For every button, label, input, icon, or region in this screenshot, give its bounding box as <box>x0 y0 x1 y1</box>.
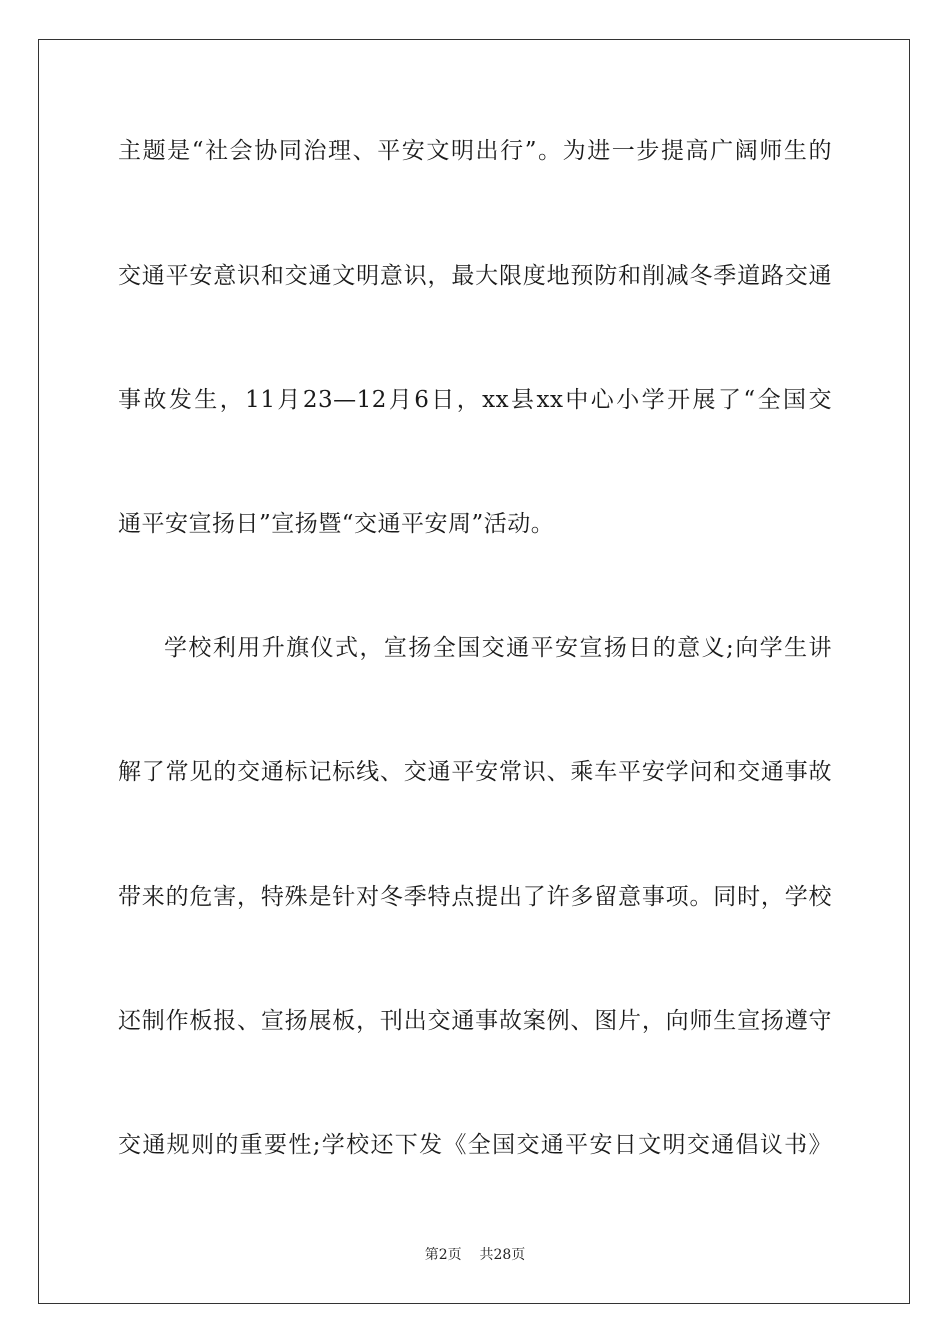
page-border <box>38 39 910 1304</box>
body-text-line: 解了常见的交通标记标线、交通平安常识、乘车平安学问和交通事故 <box>118 759 832 785</box>
page-total: 共28页 <box>479 1247 526 1263</box>
body-text-line: 主题是“社会协同治理、平安文明出行”。为进一步提高广阔师生的 <box>118 138 832 164</box>
paragraph-first-line: 学校利用升旗仪式，宣扬全国交通平安宣扬日的意义;向学生讲 <box>164 635 832 661</box>
body-text-line: 交通规则的重要性;学校还下发《全国交通平安日文明交通倡议书》 <box>118 1132 832 1158</box>
page-footer <box>0 1246 950 1264</box>
body-text-line: 带来的危害，特殊是针对冬季特点提出了许多留意事项。同时，学校 <box>118 884 832 910</box>
body-text-line: 交通平安意识和交通文明意识，最大限度地预防和削减冬季道路交通 <box>118 263 832 289</box>
body-text-line: 事故发生，11月23—12月6日，xx县xx中心小学开展了“全国交 <box>118 387 832 413</box>
body-text-line: 通平安宣扬日”宣扬暨“交通平安周”活动。 <box>118 511 555 537</box>
body-text-line: 还制作板报、宣扬展板，刊出交通事故案例、图片，向师生宣扬遵守 <box>118 1008 832 1034</box>
page-number: 第2页 <box>424 1247 462 1263</box>
